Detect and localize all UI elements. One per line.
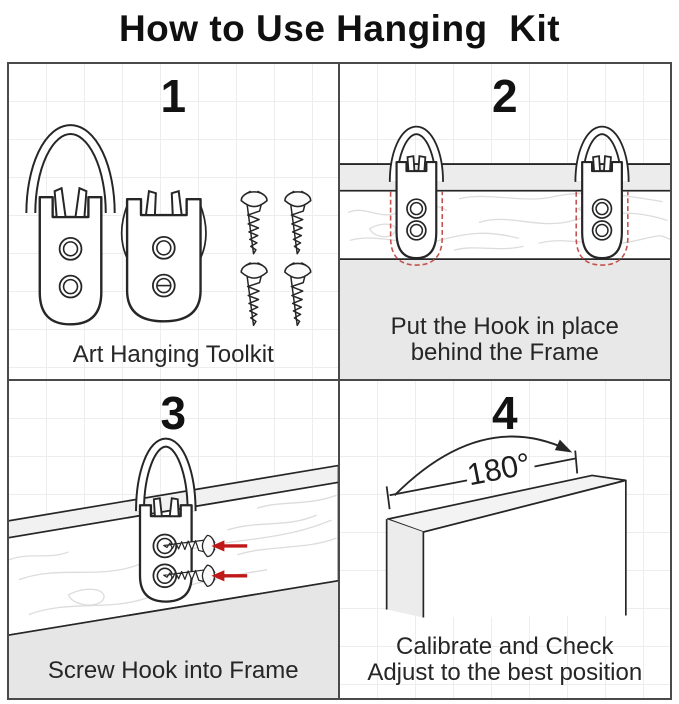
- page-title: How to Use Hanging Kit: [118, 8, 561, 49]
- panel-step-4: [340, 381, 671, 698]
- panel-step-2: [340, 64, 671, 381]
- hook-behind-frame-icon: [576, 130, 628, 265]
- screw-icon: [285, 263, 311, 326]
- step-number: 1: [160, 70, 187, 122]
- step-caption: Art Hanging Toolkit: [72, 341, 274, 368]
- screw-icon: [241, 191, 267, 254]
- step-number: 4: [491, 387, 518, 439]
- panel-step-3: [9, 381, 340, 698]
- frame-3d-icon: [386, 475, 625, 617]
- step-caption: Screw Hook into Frame: [47, 657, 299, 684]
- instruction-board: [7, 62, 672, 700]
- step-number: 3: [160, 387, 187, 439]
- caption-line-1: Put the Hook in place: [390, 313, 619, 340]
- screw-icon: [241, 263, 267, 326]
- step-caption: [340, 314, 671, 366]
- d-ring-hanger-ring-up-icon: [31, 130, 110, 325]
- panel-step-1: [9, 64, 340, 381]
- rotation-angle-label: 180°: [463, 445, 533, 493]
- step-caption: [340, 634, 671, 686]
- step-number: 2: [491, 70, 518, 122]
- screw-icon: [285, 191, 311, 254]
- caption-line-1: Calibrate and Check: [396, 633, 614, 660]
- caption-line-2: behind the Frame: [410, 339, 599, 366]
- hook-behind-frame-icon: [390, 130, 442, 265]
- caption-line-2: Adjust to the best position: [367, 659, 643, 686]
- d-ring-hanger-ring-back-icon: [125, 191, 202, 321]
